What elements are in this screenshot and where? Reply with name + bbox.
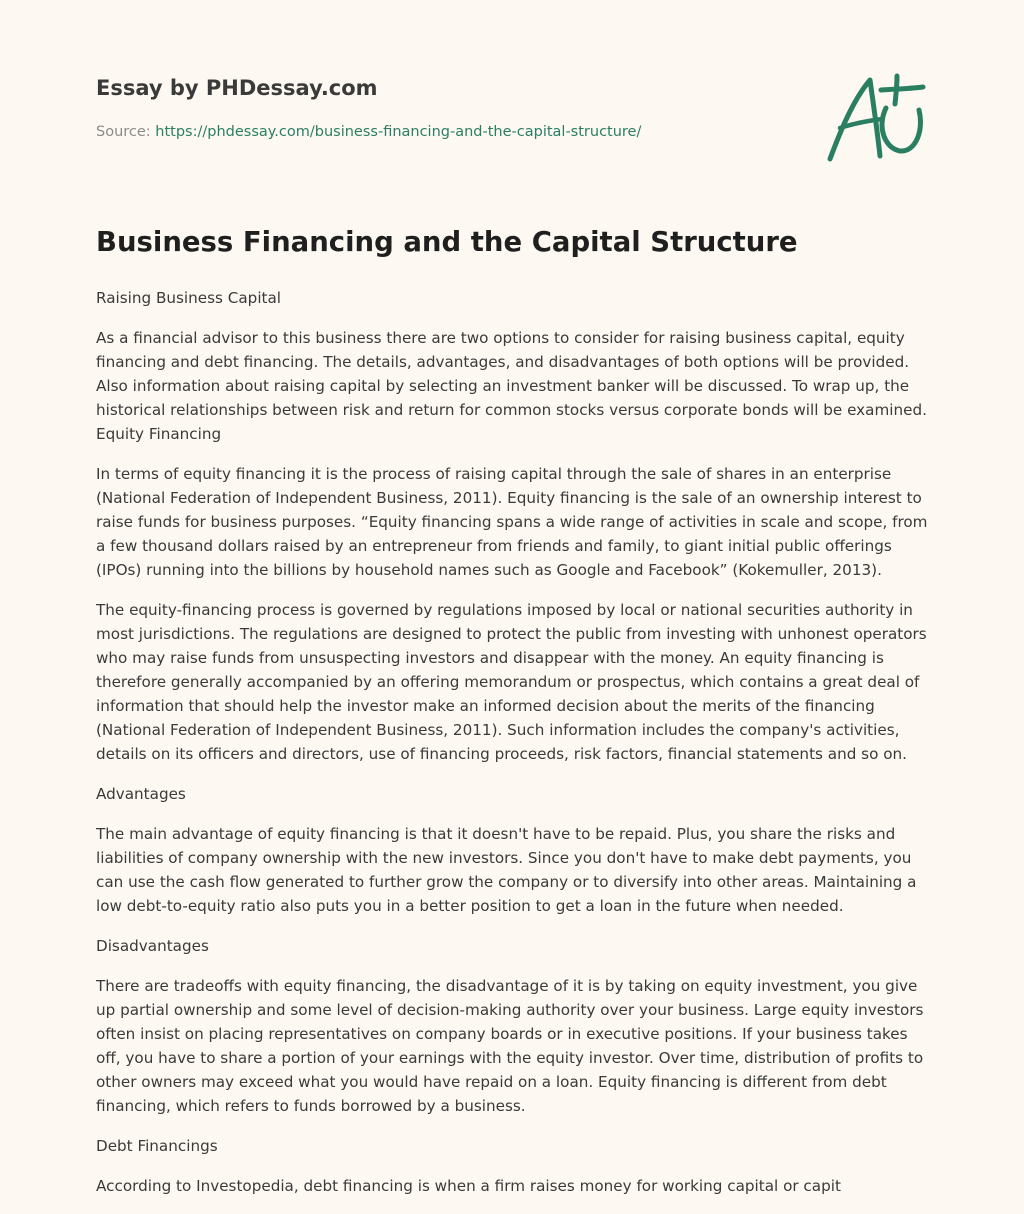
paragraph-debt-financing: According to Investopedia, debt financing is when a firm raises money for working capital or capit xyxy=(96,1177,841,1195)
section-heading-raising-capital: Raising Business Capital xyxy=(96,289,282,307)
paragraph-disadvantages: There are tradeoffs with equity financing, the disadvantage of it is by taking on equity investment, you give up partial ownership and some level of decision-making authority over your business. Large equity investors often insist on placing representatives on company boards or in executive positions. If your business takes off, you have to share a portion of your earnings with the equity investor. Over time, distribution of profits to other owners may exceed what you would have repaid on a loan. Equity financing is different from debt financing, which refers to funds borrowed by a business. xyxy=(96,977,924,1115)
section-heading-debt-financings: Debt Financings xyxy=(96,1137,218,1155)
paragraph-equity-regulations: The equity-financing process is governed by regulations imposed by local or national securities authority in most jurisdictions. The regulations are designed to protect the public from investing with unhonest operators who may raise funds from unsuspecting investors and disappear with the money. An equity financing is therefore generally accompanied by an offering memorandum or prospectus, which contains a great deal of information that should help the investor make an informed decision about the merits of the financing (National Federation of Independent Business, 2011). Such information includes the company's activities, details on its officers and directors, use of financing proceeds, risk factors, financial statements and so on. xyxy=(96,601,927,763)
a-plus-grade-logo-icon xyxy=(826,70,926,164)
paragraph-intro: As a financial advisor to this business there are two options to consider for raising business capital, equity financing and debt financing. The details, advantages, and disadvantages of both options will be provided. Also information about raising capital by selecting an investment banker will be discussed. To wrap up, the historical relationships between risk and return for common stocks versus corporate bonds will be examined. Equity Financing xyxy=(96,329,927,443)
paragraph-advantages: The main advantage of equity financing is that it doesn't have to be repaid. Plus, you share the risks and liabilities of company ownership with the new investors. Since you don't have to make debt payments, you can use the cash flow generated to further grow the company or to diversify into other areas. Maintaining a low debt-to-equity ratio also puts you in a better position to get a loan in the future when needed. xyxy=(96,825,917,915)
section-heading-disadvantages: Disadvantages xyxy=(96,937,209,955)
essay-title: Business Financing and the Capital Structure xyxy=(96,226,798,258)
section-heading-advantages: Advantages xyxy=(96,785,186,803)
paragraph-equity-definition: In terms of equity financing it is the process of raising capital through the sale of shares in an enterprise (National Federation of Independent Business, 2011). Equity financing is the sale of an ownership interest to raise funds for business purposes. “Equity financing spans a wide range of activities in scale and scope, from a few thousand dollars raised by an entrepreneur from friends and family, to giant initial public offerings (IPOs) running into the billions by household names such as Google and Facebook” (Kokemuller, 2013). xyxy=(96,465,928,579)
site-brand: Essay by PHDessay.com xyxy=(96,76,378,100)
source-link[interactable]: https://phdessay.com/business-financing-and-the-capital-structure/ xyxy=(155,124,642,140)
essay-body xyxy=(96,286,930,1214)
source-label: Source: xyxy=(96,124,156,140)
source-line xyxy=(96,124,641,140)
